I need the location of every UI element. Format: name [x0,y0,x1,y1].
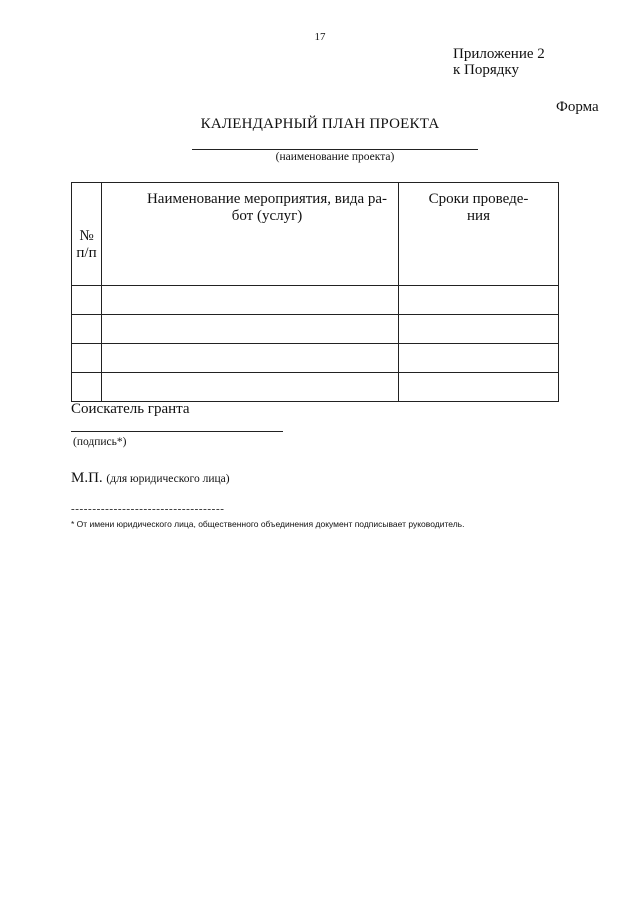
header-activity-name [102,183,399,286]
table-cell[interactable] [102,286,399,315]
table-row [72,344,559,373]
table-cell[interactable] [399,286,559,315]
table-cell[interactable] [102,373,399,402]
table-cell[interactable] [72,286,102,315]
table-row [72,286,559,315]
document-title: КАЛЕНДАРНЫЙ ПЛАН ПРОЕКТА [200,116,440,132]
table-cell[interactable] [399,344,559,373]
table-cell[interactable] [72,344,102,373]
stamp-place [71,470,230,487]
page-number: 17 [314,31,326,43]
table-row [72,373,559,402]
calendar-plan-table [71,182,559,402]
table-cell[interactable] [399,373,559,402]
signature-caption: (подпись*) [73,436,127,448]
table-header-row [72,183,559,286]
header-dates [399,183,559,286]
header-activity-line-2: бот (услуг) [231,208,303,224]
table-cell[interactable] [399,315,559,344]
footnote-separator: ------------------------------------ [71,503,225,515]
header-number-line-2: п/п [76,245,97,261]
table-cell[interactable] [102,315,399,344]
table-row [72,315,559,344]
appendix-reference [453,46,545,78]
appendix-line-2: к Порядку [453,62,519,78]
table-cell[interactable] [72,315,102,344]
footnote: * От имени юридического лица, общественного объединения документ подписывает руководитель. [71,519,465,529]
table-cell[interactable] [102,344,399,373]
header-number-line-1: № [79,228,94,244]
applicant-label: Соискатель гранта [71,401,190,417]
stamp-note: (для юридического лица) [106,473,230,485]
form-label: Форма [556,99,599,115]
project-name-line [192,149,478,150]
header-number [72,183,102,286]
header-activity-line-1: Наименование мероприятия, вида ра- [146,191,388,207]
table-cell[interactable] [72,373,102,402]
header-dates-line-1: Сроки проведе- [428,191,529,207]
signature-line [71,431,283,432]
project-name-caption: (наименование проекта) [275,151,395,163]
appendix-line-1: Приложение 2 [453,46,545,62]
header-dates-line-2: ния [467,208,490,224]
stamp-label: М.П. [71,470,103,486]
